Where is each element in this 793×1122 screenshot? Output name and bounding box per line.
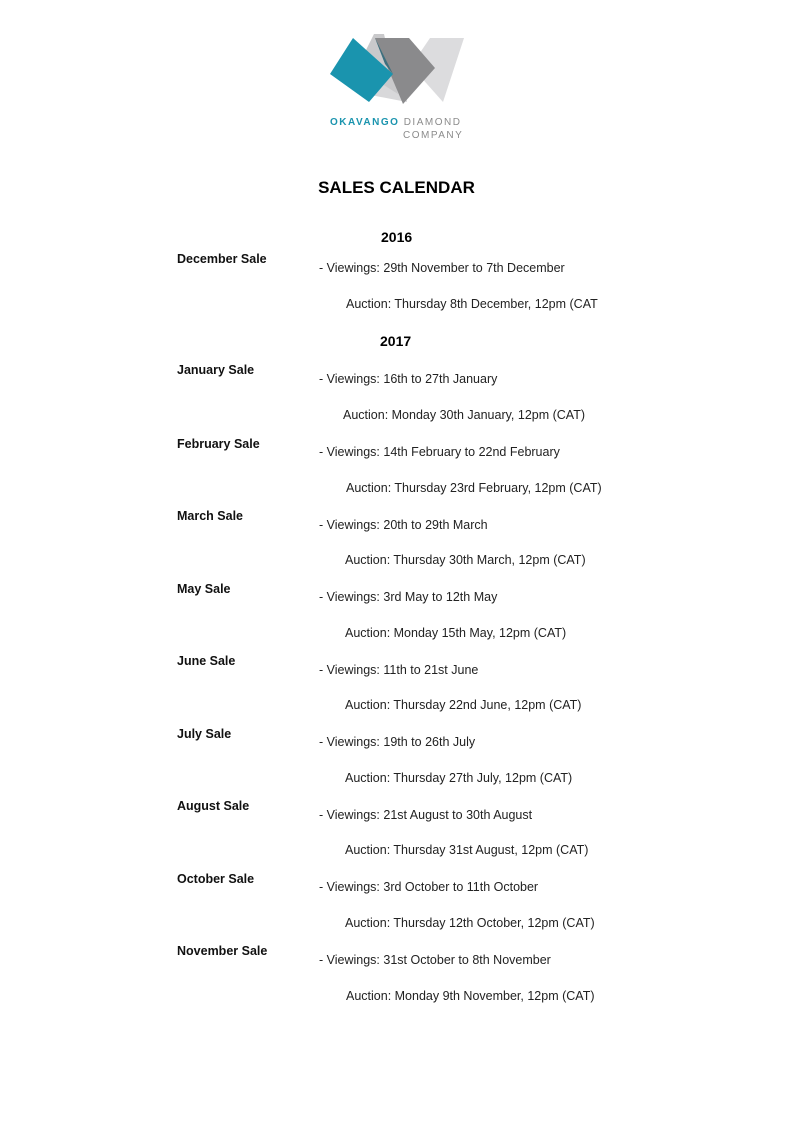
year-heading-2017: 2017: [380, 333, 412, 349]
brand-name-line2: COMPANY: [403, 130, 464, 141]
brand-name-light: DIAMOND: [403, 117, 462, 128]
viewing-line: - Viewings: 21st August to 30th August: [319, 808, 533, 822]
auction-line: Auction: Thursday 8th December, 12pm (CAT: [346, 297, 598, 311]
auction-line: Auction: Thursday 27th July, 12pm (CAT): [345, 771, 573, 785]
sale-label: January Sale: [177, 363, 255, 377]
page-title: SALES CALENDAR: [318, 178, 475, 197]
viewing-line: - Viewings: 3rd October to 11th October: [319, 880, 539, 894]
sale-label: November Sale: [177, 944, 268, 958]
diamond-logo-icon: [325, 34, 470, 114]
sale-label: May Sale: [177, 582, 231, 596]
auction-line: Auction: Thursday 22nd June, 12pm (CAT): [345, 698, 582, 712]
sale-label: March Sale: [177, 509, 244, 523]
auction-line: Auction: Monday 15th May, 12pm (CAT): [345, 626, 567, 640]
company-logo: [325, 34, 470, 144]
auction-line: Auction: Thursday 30th March, 12pm (CAT): [345, 553, 586, 567]
auction-line: Auction: Thursday 12th October, 12pm (CAT): [345, 916, 595, 930]
viewing-line: - Viewings: 16th to 27th January: [319, 372, 498, 386]
viewing-line: - Viewings: 31st October to 8th November: [319, 953, 551, 967]
sale-label: June Sale: [177, 654, 236, 668]
sale-label: August Sale: [177, 799, 250, 813]
sale-label: October Sale: [177, 872, 255, 886]
viewing-line: - Viewings: 14th February to 22nd February: [319, 445, 560, 459]
sale-label: December Sale: [177, 252, 267, 266]
viewing-line: - Viewings: 3rd May to 12th May: [319, 590, 498, 604]
auction-line: Auction: Thursday 23rd February, 12pm (CAT): [346, 481, 602, 495]
year-heading-2016: 2016: [381, 229, 413, 245]
viewing-line: - Viewings: 20th to 29th March: [319, 518, 488, 532]
viewing-line: - Viewings: 11th to 21st June: [319, 663, 479, 677]
sale-label: February Sale: [177, 437, 260, 451]
viewing-line: - Viewings: 29th November to 7th December: [319, 261, 565, 275]
auction-line: Auction: Thursday 31st August, 12pm (CAT): [345, 843, 589, 857]
auction-line: Auction: Monday 30th January, 12pm (CAT): [343, 408, 586, 422]
brand-name-strong: OKAVANGO: [330, 117, 400, 128]
brand-name: [330, 117, 461, 128]
viewing-line: - Viewings: 19th to 26th July: [319, 735, 476, 749]
sale-label: July Sale: [177, 727, 232, 741]
auction-line: Auction: Monday 9th November, 12pm (CAT): [346, 989, 595, 1003]
